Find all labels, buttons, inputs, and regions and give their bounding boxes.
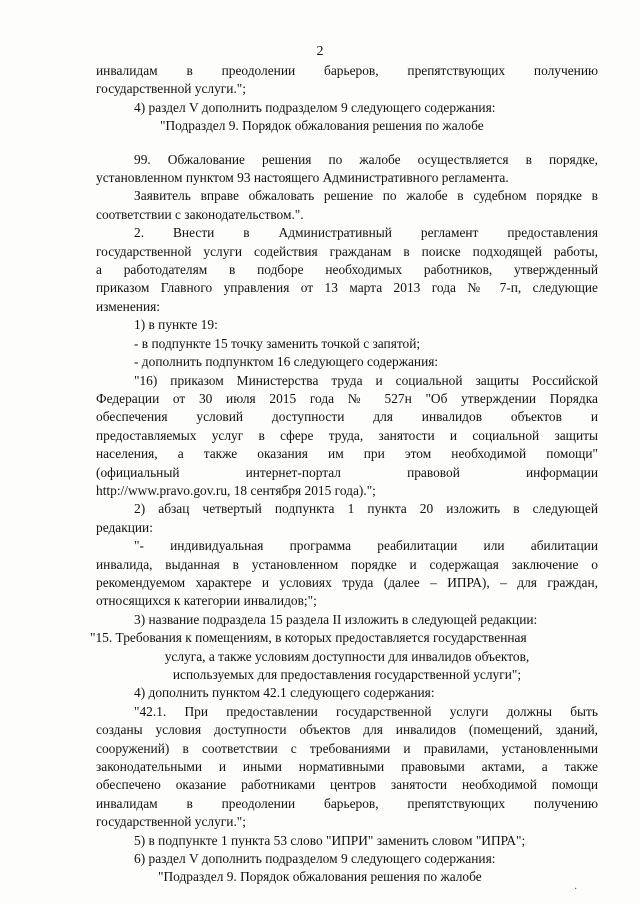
text-line: а работодателям в подборе необходимых работников, утвержденный (96, 262, 598, 278)
text-line: обеспечено оказание работниками центров занятости необходимой помощи (96, 777, 598, 793)
text-line: 1) в пункте 19: (134, 317, 218, 333)
text-line: государственной услуги."; (96, 814, 246, 830)
text-line: рекомендуемом характере и условиях труда (далее – ИПРА), – для граждан, (96, 574, 598, 590)
text-line: - дополнить подпунктом 16 следующего содержания: (134, 354, 439, 370)
text-line: относящихся к категории инвалидов;"; (96, 593, 317, 609)
text-line: Федерации от 30 июля 2015 года № 527н "Об утверждении Порядка (96, 390, 598, 406)
text-line: 99. Обжалование решения по жалобе осуществляется в порядке, (134, 151, 598, 167)
text-line: 6) раздел V дополнить подразделом 9 следующего содержания: (134, 851, 496, 867)
text-line: предоставляемых услуг в сфере труда, занятости и социальной защиты (96, 427, 598, 443)
text-line: законодательными и иными нормативными правовыми актами, а также (96, 759, 598, 775)
text-line: - в подпункте 15 точку заменить точкой с запятой; (134, 335, 421, 351)
text-line: 2) абзац четвертый подпункта 1 пункта 20 изложить в следующей (134, 501, 598, 517)
text-line: "15. Требования к помещениям, в которых предоставляется государственная (90, 630, 527, 646)
text-line: инвалидам в преодолении барьеров, препятствующих получению (96, 63, 598, 78)
text-line: Заявитель вправе обжаловать решение по жалобе в судебном порядке в (134, 188, 598, 204)
text-line: обеспечения условий доступности для инвалидов объектов и (96, 409, 598, 425)
text-line: используемых для предоставления государственной услуги"; (172, 667, 522, 682)
text-line: государственной услуги содействия гражданам в поиске подходящей работы, (96, 243, 598, 259)
text-line: http://www.pravo.gov.ru, 18 сентября 2015 года)."; (96, 482, 376, 498)
text-line: населения, а также оказания им при этом необходимой помощи" (96, 446, 598, 462)
text-line: "- индивидуальная программа реабилитации или абилитации (134, 538, 598, 554)
text-line: (официальный интернет-портал правовой информации (96, 464, 598, 480)
text-line: 4) дополнить пунктом 42.1 следующего содержания: (134, 685, 435, 701)
subsection-heading: "Подраздел 9. Порядок обжалования решения по жалобе (158, 869, 482, 885)
text-line: "16) приказом Министерства труда и социальной защиты Российской (134, 372, 598, 388)
text-line: 3) название подраздела 15 раздела II изложить в следующей редакции: (134, 611, 538, 627)
text-line: установленном пунктом 93 настоящего Административного регламента. (96, 170, 509, 186)
subsection-heading: "Подраздел 9. Порядок обжалования решения по жалобе (160, 118, 484, 134)
text-line: инвалидам в преодолении барьеров, препятствующих получению (96, 795, 598, 811)
text-line: государственной услуги."; (96, 81, 246, 97)
text-line: соответствии с законодательством.". (96, 206, 304, 222)
text-line: 5) в подпункте 1 пункта 53 слово "ИПРИ" заменить словом "ИПРА"; (134, 832, 526, 848)
text-line: 4) раздел V дополнить подразделом 9 следующего содержания: (134, 99, 496, 115)
text-line: сооружений) в соответствии с требованиями и правилами, установленными (96, 740, 598, 756)
text-line: приказом Главного управления от 13 марта 2013 года № 7-п, следующие (96, 280, 598, 296)
text-line: редакции: (96, 519, 153, 535)
text-line: "42.1. При предоставлении государственной услуги должны быть (134, 703, 598, 719)
page-number: 2 (316, 44, 324, 59)
text-line: инвалида, выданная в установленном порядке и содержащая заключение о (96, 556, 598, 572)
text-line: созданы условия доступности объектов для инвалидов (помещений, зданий, (96, 722, 598, 738)
document-body (90, 62, 598, 887)
text-line: услуга, а также условиям доступности для инвалидов объектов, (164, 648, 530, 664)
text-line: 2. Внести в Административный регламент предоставления (134, 225, 598, 241)
margin-mark: · (574, 884, 578, 895)
text-line: изменения: (96, 298, 161, 314)
